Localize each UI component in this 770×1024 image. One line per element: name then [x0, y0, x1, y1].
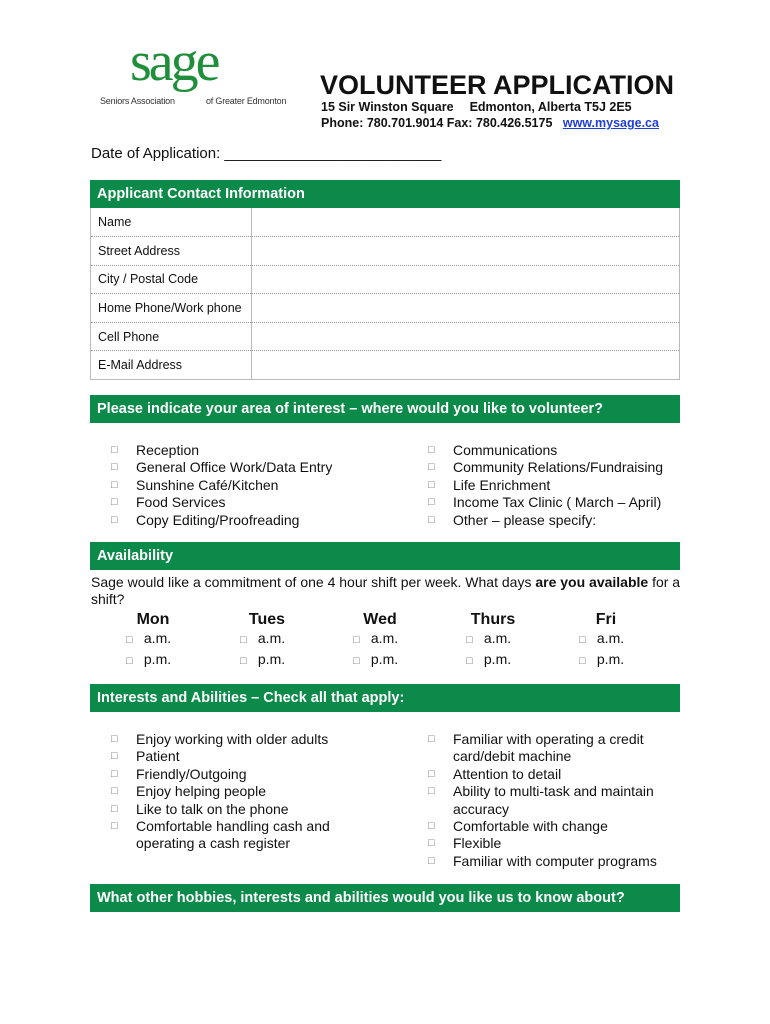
checkbox-icon: □	[126, 655, 133, 667]
ability-option[interactable]: □ Ability to multi-task and maintain accuracy	[428, 783, 658, 818]
checkbox-icon: □	[466, 634, 473, 646]
day-column-thurs	[458, 611, 558, 671]
ability-option[interactable]: □ Attention to detail	[428, 766, 658, 783]
interest-option[interactable]: □ Food Services	[111, 494, 332, 511]
checkbox-icon: □	[353, 634, 360, 646]
website-link[interactable]: www.mysage.ca	[562, 116, 659, 130]
section-header-availability: Availability	[90, 542, 680, 570]
contact-row	[91, 294, 680, 323]
day-label: Wed	[363, 611, 397, 628]
availability-text-start: Sage would like a commitment of one 4 hour shift per week. What days	[91, 574, 536, 590]
contact-field-label: City / Postal Code	[91, 265, 252, 294]
contact-field-input[interactable]	[252, 237, 680, 266]
contact-field-label: Street Address	[91, 237, 252, 266]
interest-option[interactable]: □ Life Enrichment	[428, 477, 663, 494]
contact-row	[91, 351, 680, 380]
interest-list-left	[111, 442, 332, 529]
am-checkbox[interactable]	[571, 629, 671, 650]
ability-option[interactable]: □ Enjoy working with older adults	[111, 731, 341, 748]
contact-row	[91, 237, 680, 266]
checkbox-icon: □	[579, 655, 586, 667]
am-label: a.m.	[143, 630, 172, 646]
sage-logo	[100, 31, 300, 110]
date-of-application[interactable]: Date of Application: __________________________	[91, 145, 442, 162]
section-header-contact: Applicant Contact Information	[90, 180, 680, 208]
ability-option[interactable]: □ Patient	[111, 748, 341, 765]
ability-option[interactable]: □ Like to talk on the phone	[111, 801, 341, 818]
interest-option[interactable]: □ Copy Editing/Proofreading	[111, 512, 332, 529]
contact-field-label: Name	[91, 208, 252, 237]
ability-option[interactable]: □ Familiar with operating a credit card/debit machine	[428, 731, 658, 766]
contact-field-input[interactable]	[252, 351, 680, 380]
interest-list-right	[428, 442, 663, 529]
pm-checkbox[interactable]	[345, 650, 445, 671]
pm-label: p.m.	[257, 651, 286, 667]
pm-checkbox[interactable]	[232, 650, 332, 671]
contact-row	[91, 322, 680, 351]
logo-wordmark: sage	[130, 31, 218, 93]
section-header-abilities: Interests and Abilities – Check all that apply:	[90, 684, 680, 712]
availability-text-end: for a shift?	[91, 574, 681, 607]
contact-row	[91, 208, 680, 237]
interest-option[interactable]: □ Income Tax Clinic ( March – April)	[428, 494, 663, 511]
ability-option[interactable]: □ Comfortable handling cash and operating a cash register	[111, 818, 341, 853]
contact-line	[321, 116, 659, 130]
am-checkbox[interactable]	[458, 629, 558, 650]
checkbox-icon: □	[240, 655, 247, 667]
day-column-fri	[571, 611, 671, 671]
interest-option[interactable]: □ Reception	[111, 442, 332, 459]
checkbox-icon: □	[466, 655, 473, 667]
checkbox-icon: □	[353, 655, 360, 667]
pm-label: p.m.	[596, 651, 625, 667]
section-header-hobbies: What other hobbies, interests and abilities would you like us to know about?	[90, 884, 680, 912]
contact-field-label: E-Mail Address	[91, 351, 252, 380]
abilities-list-left	[111, 731, 341, 853]
abilities-list-right	[428, 731, 658, 870]
interest-option[interactable]: □ Sunshine Café/Kitchen	[111, 477, 332, 494]
contact-field-label: Cell Phone	[91, 322, 252, 351]
am-checkbox[interactable]	[345, 629, 445, 650]
contact-field-input[interactable]	[252, 208, 680, 237]
contact-field-label: Home Phone/Work phone	[91, 294, 252, 323]
am-label: a.m.	[257, 630, 286, 646]
ability-option[interactable]: □ Friendly/Outgoing	[111, 766, 341, 783]
availability-text-bold: are you available	[535, 574, 649, 590]
day-column-wed	[345, 611, 445, 671]
ability-option[interactable]: □ Familiar with computer programs	[428, 853, 658, 870]
phone-fax: Phone: 780.701.9014 Fax: 780.426.5175	[321, 116, 553, 130]
interest-option[interactable]: □ General Office Work/Data Entry	[111, 459, 332, 476]
checkbox-icon: □	[240, 634, 247, 646]
pm-checkbox[interactable]	[458, 650, 558, 671]
logo-subtitle-left: Seniors Association	[100, 96, 175, 106]
pm-checkbox[interactable]	[118, 650, 218, 671]
checkbox-icon: □	[126, 634, 133, 646]
pm-label: p.m.	[370, 651, 399, 667]
day-label: Fri	[595, 611, 617, 628]
day-label: Mon	[136, 611, 170, 628]
day-label: Thurs	[470, 611, 516, 628]
day-column-tues	[232, 611, 332, 671]
page-title: VOLUNTEER APPLICATION	[320, 70, 675, 100]
am-label: a.m.	[596, 630, 625, 646]
pm-label: p.m.	[483, 651, 512, 667]
address-line	[321, 100, 632, 114]
contact-field-input[interactable]	[252, 265, 680, 294]
ability-option[interactable]: □ Comfortable with change	[428, 818, 658, 835]
day-column-mon	[118, 611, 218, 671]
am-checkbox[interactable]	[232, 629, 332, 650]
contact-row	[91, 265, 680, 294]
interest-option[interactable]: □ Other – please specify:	[428, 512, 663, 529]
contact-table	[90, 208, 680, 380]
pm-checkbox[interactable]	[571, 650, 671, 671]
checkbox-icon: □	[579, 634, 586, 646]
day-label: Tues	[248, 611, 286, 628]
availability-description	[91, 574, 681, 608]
am-label: a.m.	[370, 630, 399, 646]
am-checkbox[interactable]	[118, 629, 218, 650]
am-label: a.m.	[483, 630, 512, 646]
logo-subtitle-right: of Greater Edmonton	[206, 96, 287, 106]
ability-option[interactable]: □ Flexible	[428, 835, 658, 852]
pm-label: p.m.	[143, 651, 172, 667]
contact-field-input[interactable]	[252, 322, 680, 351]
address-street: 15 Sir Winston Square	[321, 100, 454, 114]
ability-option[interactable]: □ Enjoy helping people	[111, 783, 341, 800]
address-city: Edmonton, Alberta T5J 2E5	[469, 100, 632, 114]
section-header-interest-area: Please indicate your area of interest – where would you like to volunteer?	[90, 395, 680, 423]
interest-option[interactable]: □ Community Relations/Fundraising	[428, 459, 663, 476]
contact-field-input[interactable]	[252, 294, 680, 323]
interest-option[interactable]: □ Communications	[428, 442, 663, 459]
